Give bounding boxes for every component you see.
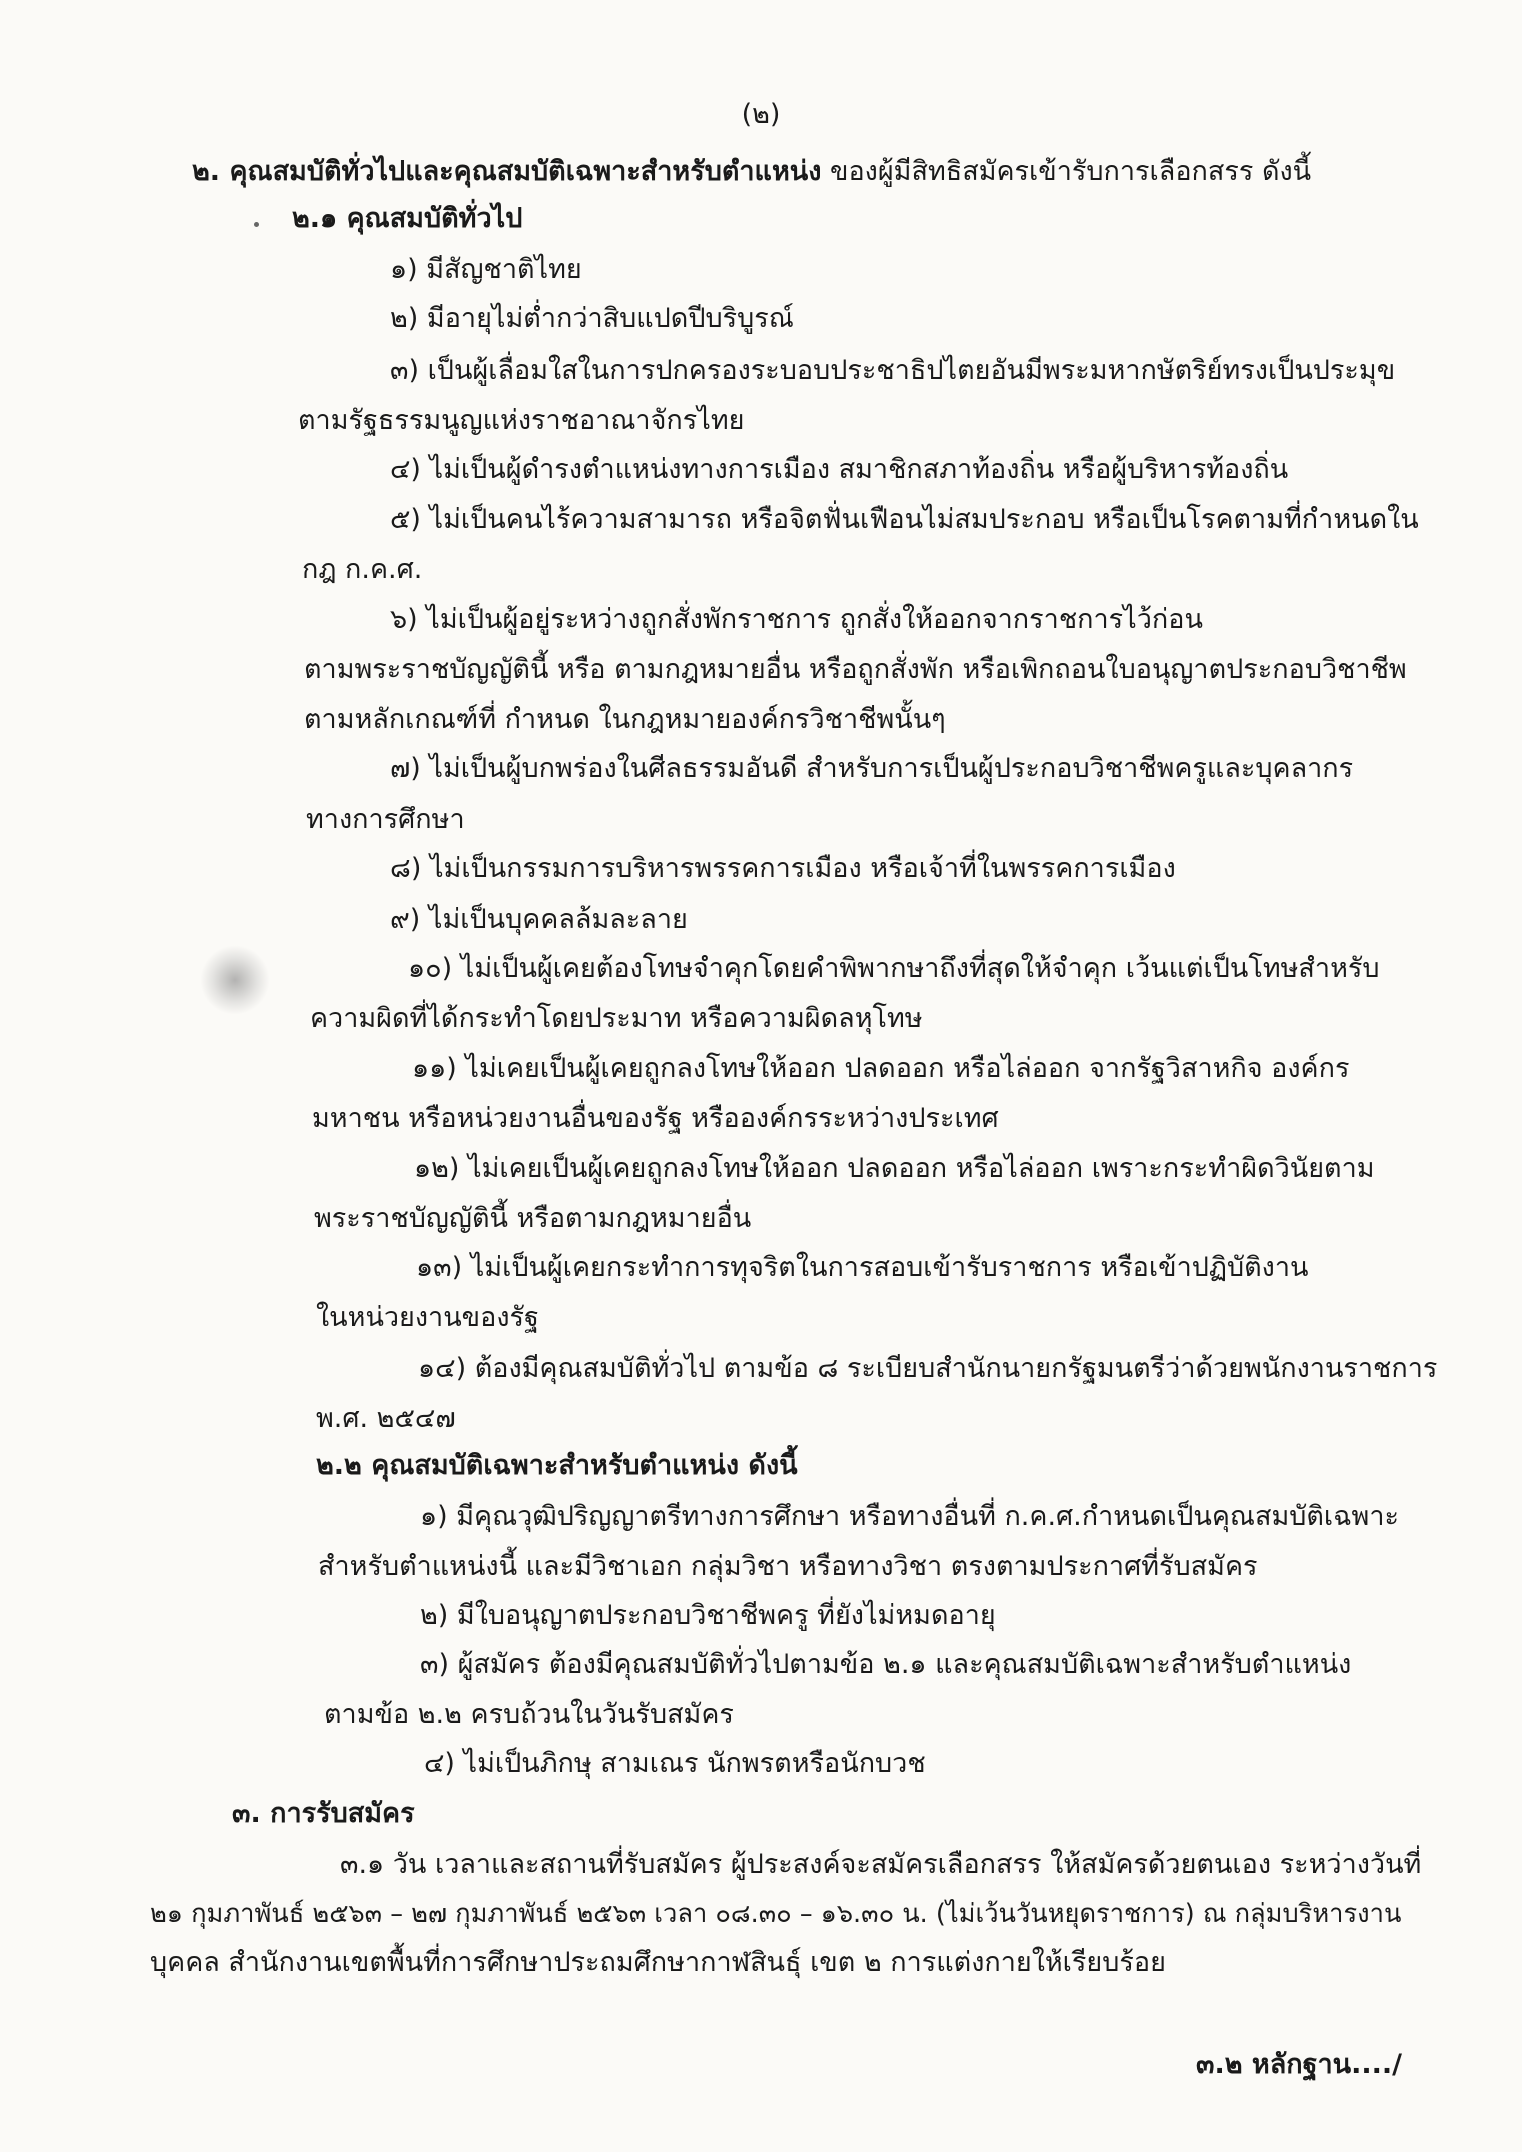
section-3-title: ๓. การรับสมัคร [232,1798,415,1829]
qualification-line: ๔) ไม่เป็นผู้ดำรงตำแหน่งทางการเมือง สมาชิกสภาท้องถิ่น หรือผู้บริหารท้องถิ่น [390,454,1289,485]
specific-qualification-line: ๔) ไม่เป็นภิกษุ สามเณร นักพรตหรือนักบวช [424,1748,926,1779]
qualification-line: ตามพระราชบัญญัตินี้ หรือ ตามกฎหมายอื่น หรือถูกสั่งพัก หรือเพิกถอนใบอนุญาตประกอบวิชาชีพ [304,654,1407,685]
qualification-line: กฎ ก.ค.ศ. [302,554,423,585]
qualification-line: ๒) มีอายุไม่ต่ำกว่าสิบแปดปีบริบูรณ์ [390,303,794,334]
section-2-heading-rest: ของผู้มีสิทธิสมัครเข้ารับการเลือกสรร ดังนี้ [821,156,1312,187]
qualification-line: ๑) มีสัญชาติไทย [390,254,582,285]
qualification-line: ๑๒) ไม่เคยเป็นผู้เคยถูกลงโทษให้ออก ปลดออก หรือไล่ออก เพราะกระทำผิดวินัยตาม [414,1153,1375,1184]
section-2-heading-bold: ๒. คุณสมบัติทั่วไปและคุณสมบัติเฉพาะสำหรับตำแหน่ง [192,156,822,187]
qualification-line: พ.ศ. ๒๕๔๗ [316,1403,456,1434]
qualification-line: ๘) ไม่เป็นกรรมการบริหารพรรคการเมือง หรือเจ้าที่ในพรรคการเมือง [390,853,1176,884]
scan-smudge [200,945,270,1015]
specific-qualification-line: สำหรับตำแหน่งนี้ และมีวิชาเอก กลุ่มวิชา หรือทางวิชา ตรงตามประกาศที่รับสมัคร [318,1551,1258,1582]
specific-qualification-line: ตามข้อ ๒.๒ ครบถ้วนในวันรับสมัคร [324,1699,734,1730]
qualification-line: ตามหลักเกณฑ์ที่ กำหนด ในกฎหมายองค์กรวิชาชีพนั้นๆ [304,704,946,735]
qualification-line: ๕) ไม่เป็นคนไร้ความสามารถ หรือจิตฟั่นเฟือนไม่สมประกอบ หรือเป็นโรคตามที่กำหนดใน [390,504,1419,535]
application-line: ๓.๑ วัน เวลาและสถานที่รับสมัคร ผู้ประสงค์จะสมัครเลือกสรร ให้สมัครด้วยตนเอง ระหว่างวันที่ [340,1849,1422,1880]
qualification-line: ๑๑) ไม่เคยเป็นผู้เคยถูกลงโทษให้ออก ปลดออก หรือไล่ออก จากรัฐวิสาหกิจ องค์กร [412,1053,1350,1084]
qualification-line: พระราชบัญญัตินี้ หรือตามกฎหมายอื่น [314,1203,752,1234]
subsection-2-1-title: ๒.๑ คุณสมบัติทั่วไป [292,203,523,234]
section-2-heading [192,155,1311,189]
specific-qualification-line: ๑) มีคุณวุฒิปริญญาตรีทางการศึกษา หรือทางอื่นที่ ก.ค.ศ.กำหนดเป็นคุณสมบัติเฉพาะ [420,1501,1400,1532]
qualification-line: ๑๐) ไม่เป็นผู้เคยต้องโทษจำคุกโดยคำพิพากษาถึงที่สุดให้จำคุก เว้นแต่เป็นโทษสำหรับ [408,953,1380,984]
page-number: (๒) [741,99,781,130]
subsection-2-2-title: ๒.๒ คุณสมบัติเฉพาะสำหรับตำแหน่ง ดังนี้ [316,1450,798,1481]
qualification-line: มหาชน หรือหน่วยงานอื่นของรัฐ หรือองค์กรระหว่างประเทศ [312,1103,999,1134]
application-line: บุคคล สำนักงานเขตพื้นที่การศึกษาประถมศึกษากาฬสินธุ์ เขต ๒ การแต่งกายให้เรียบร้อย [150,1947,1166,1978]
qualification-line: ทางการศึกษา [306,804,465,835]
continuation-footer: ๓.๒ หลักฐาน..../ [1196,2049,1403,2080]
qualification-line: ๑๔) ต้องมีคุณสมบัติทั่วไป ตามข้อ ๘ ระเบียบสำนักนายกรัฐมนตรีว่าด้วยพนักงานราชการ [418,1353,1438,1384]
qualification-line: ๑๓) ไม่เป็นผู้เคยกระทำการทุจริตในการสอบเข้ารับราชการ หรือเข้าปฏิบัติงาน [416,1252,1309,1283]
qualification-line: ๙) ไม่เป็นบุคคลล้มละลาย [390,904,688,935]
specific-qualification-line: ๒) มีใบอนุญาตประกอบวิชาชีพครู ที่ยังไม่หมดอายุ [420,1600,996,1631]
qualification-line: ๓) เป็นผู้เลื่อมใสในการปกครองระบอบประชาธิปไตยอันมีพระมหากษัตริย์ทรงเป็นประมุข [390,355,1396,386]
qualification-line: ๗) ไม่เป็นผู้บกพร่องในศีลธรรมอันดี สำหรับการเป็นผู้ประกอบวิชาชีพครูและบุคลากร [390,753,1354,784]
qualification-line: ๖) ไม่เป็นผู้อยู่ระหว่างถูกสั่งพักราชการ ถูกสั่งให้ออกจากราชการไว้ก่อน [390,604,1203,635]
scan-dot [254,222,259,227]
qualification-line: ตามรัฐธรรมนูญแห่งราชอาณาจักรไทย [298,405,745,436]
qualification-line: ความผิดที่ได้กระทำโดยประมาท หรือความผิดลหุโทษ [310,1003,923,1034]
specific-qualification-line: ๓) ผู้สมัคร ต้องมีคุณสมบัติทั่วไปตามข้อ ๒.๑ และคุณสมบัติเฉพาะสำหรับตำแหน่ง [420,1649,1352,1680]
application-line: ๒๑ กุมภาพันธ์ ๒๕๖๓ – ๒๗ กุมภาพันธ์ ๒๕๖๓ เวลา ๐๘.๓๐ – ๑๖.๓๐ น. (ไม่เว้นวันหยุดราชการ) ณ กลุ่มบริหารงาน [150,1899,1402,1929]
qualification-line: ในหน่วยงานของรัฐ [316,1302,539,1333]
